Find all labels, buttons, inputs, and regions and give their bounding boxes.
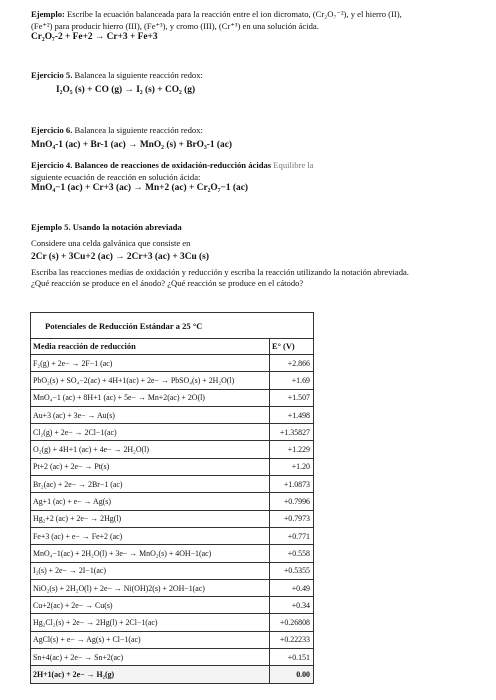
table-row (31, 597, 314, 614)
ejemplo-equation: Cr₂O₇-2 + Fe+2 → Cr+3 + Fe+3 (31, 32, 158, 43)
ejemplo-label: Ejemplo: (31, 9, 65, 19)
potential-cell: +0.771 (270, 527, 314, 544)
reaction-cell: PbO₂(s) + SO₄−2(ac) + 4H+1(ac) + 2e− → PbSO₄(s) + 2H₂O(l) (31, 372, 270, 389)
potential-cell: +1.35827 (270, 424, 314, 441)
potential-cell: 0.00 (270, 666, 314, 683)
table-row (31, 476, 314, 493)
ejercicio-5-equation: I₂O₅ (s) + CO (g) → I₂ (s) + CO₂ (g) (56, 84, 196, 95)
ejercicio-5-text: Balancea la siguiente reacción redox: (72, 70, 203, 80)
reaction-cell: 2H+1(ac) + 2e− → H₂(g) (31, 666, 270, 683)
reaction-cell: Cu+2(ac) + 2e− → Cu(s) (31, 597, 270, 614)
reaction-cell: Cl₂(g) + 2e− → 2Cl−1(ac) (31, 424, 270, 441)
reaction-cell: MnO₄−1(ac) + 2H₂O(l) + 3e− → MnO₂(s) + 4OH−1(ac) (31, 545, 270, 562)
table-row (31, 389, 314, 406)
reaction-cell: Pt+2 (ac) + 2e− → Pt(s) (31, 458, 270, 475)
potential-cell: +0.558 (270, 545, 314, 562)
reaction-cell: MnO₄−1 (ac) + 8H+1 (ac) + 5e− → Mn+2(ac) + 2O(l) (31, 389, 270, 406)
potential-cell: +1.507 (270, 389, 314, 406)
ejemplo-5-line-2: Escriba las reacciones medias de oxidación y reducción y escriba la reacción utilizando la notación abreviada. (31, 266, 409, 277)
potential-cell: +0.7996 (270, 493, 314, 510)
potential-cell: +0.5355 (270, 562, 314, 579)
reaction-cell: AgCl(s) + e− → Ag(s) + Cl−1(ac) (31, 631, 270, 648)
table-row (31, 441, 314, 458)
potential-cell: +0.151 (270, 649, 314, 666)
ejemplo-paragraph (31, 9, 481, 44)
table-row (31, 666, 314, 683)
reaction-cell: Hg₂Cl₂(s) + 2e− → 2Hg(l) + 2Cl−1(ac) (31, 614, 270, 631)
table-row (31, 493, 314, 510)
potential-cell: +0.26808 (270, 614, 314, 631)
ejercicio-4-line-2: siguiente ecuación de reacción en solución ácida: (31, 171, 201, 182)
table-row (31, 510, 314, 527)
ejercicio-5-label: Ejercicio 5. (31, 70, 73, 80)
table-row (31, 527, 314, 544)
ejercicio-5 (31, 70, 481, 96)
ejercicio-4-equation: MnO₄−1 (ac) + Cr+3 (ac) → Mn+2 (ac) + Cr₂O₇−1 (ac) (31, 183, 248, 194)
reaction-cell: I₂(s) + 2e− → 2I−1(ac) (31, 562, 270, 579)
table-row (31, 406, 314, 423)
reaction-cell: Au+3 (ac) + 3e− → Au(s) (31, 406, 270, 423)
ejercicio-6 (31, 125, 481, 151)
potential-cell: +1.0873 (270, 476, 314, 493)
reduction-potentials-table (30, 312, 314, 684)
potential-cell: +1.498 (270, 406, 314, 423)
table-row (31, 424, 314, 441)
table-row (31, 579, 314, 596)
ejemplo-text-2: (Fe⁺²) para producir hierro (III), (Fe⁺³), y cromo (III), (Cr⁺³) en una solución ácida. (31, 20, 319, 31)
potential-cell: +0.49 (270, 579, 314, 596)
ejemplo-5 (31, 222, 481, 290)
potential-cell: +1.229 (270, 441, 314, 458)
table-row (31, 562, 314, 579)
table-row (31, 631, 314, 648)
reaction-cell: Br₂(ac) + 2e− → 2Br−1 (ac) (31, 476, 270, 493)
table-row (31, 458, 314, 475)
reaction-cell: F₂(g) + 2e− → 2F−1 (ac) (31, 355, 270, 372)
table-row (31, 545, 314, 562)
table-title: Potenciales de Reducción Estándar a 25 °C (31, 313, 314, 339)
table-title-row (31, 313, 314, 339)
table-row (31, 372, 314, 389)
potential-cell: +1.69 (270, 372, 314, 389)
potential-cell: +0.22233 (270, 631, 314, 648)
ejercicio-4-label: Ejercicio 4. Balanceo de reacciones de oxidación-reducción ácidas (31, 160, 272, 170)
table-header-potential: E° (V) (270, 339, 314, 355)
potential-cell: +2.866 (270, 355, 314, 372)
table-row (31, 614, 314, 631)
potential-cell: +1.20 (270, 458, 314, 475)
table-header-row (31, 339, 314, 355)
reaction-cell: NiO₂(s) + 2H₂O(l) + 2e− → Ni(OH)2(s) + 2OH−1(ac) (31, 579, 270, 596)
ejercicio-6-equation: MnO₄-1 (ac) + Br-1 (ac) → MnO₂ (s) + BrO₃-1 (ac) (31, 139, 233, 150)
table-header-reaction: Media reacción de reducción (31, 339, 270, 355)
reaction-cell: Hg₂+2 (ac) + 2e− → 2Hg(l) (31, 510, 270, 527)
ejemplo-text-1: Escribe la ecuación balanceada para la reacción entre el ion dicromato, (Cr₂O₇⁻²), y el hierro (II), (64, 9, 402, 19)
ejemplo-5-label: Ejemplo 5. Usando la notación abreviada (31, 222, 182, 232)
reaction-cell: Fe+3 (ac) + e− → Fe+2 (ac) (31, 527, 270, 544)
potential-cell: +0.7973 (270, 510, 314, 527)
table-row (31, 649, 314, 666)
ejercicio-4-gray-text: Equilibre la (271, 160, 314, 170)
ejemplo-5-line-1: Considere una celda galvánica que consiste en (31, 237, 191, 248)
reaction-cell: Sn+4(ac) + 2e− → Sn+2(ac) (31, 649, 270, 666)
ejercicio-4 (31, 160, 481, 195)
table-row (31, 355, 314, 372)
ejemplo-5-line-3: ¿Qué reacción se produce en el ánodo? ¿Qué reacción se produce en el cátodo? (31, 278, 304, 289)
reaction-cell: O₂(g) + 4H+1 (ac) + 4e− → 2H₂O(l) (31, 441, 270, 458)
ejercicio-6-text: Balancea la siguiente reacción redox: (72, 125, 203, 135)
ejemplo-5-equation: 2Cr (s) + 3Cu+2 (ac) → 2Cr+3 (ac) + 3Cu (s) (31, 252, 209, 263)
potential-cell: +0.34 (270, 597, 314, 614)
ejercicio-6-label: Ejercicio 6. (31, 125, 73, 135)
reaction-cell: Ag+1 (ac) + e− → Ag(s) (31, 493, 270, 510)
